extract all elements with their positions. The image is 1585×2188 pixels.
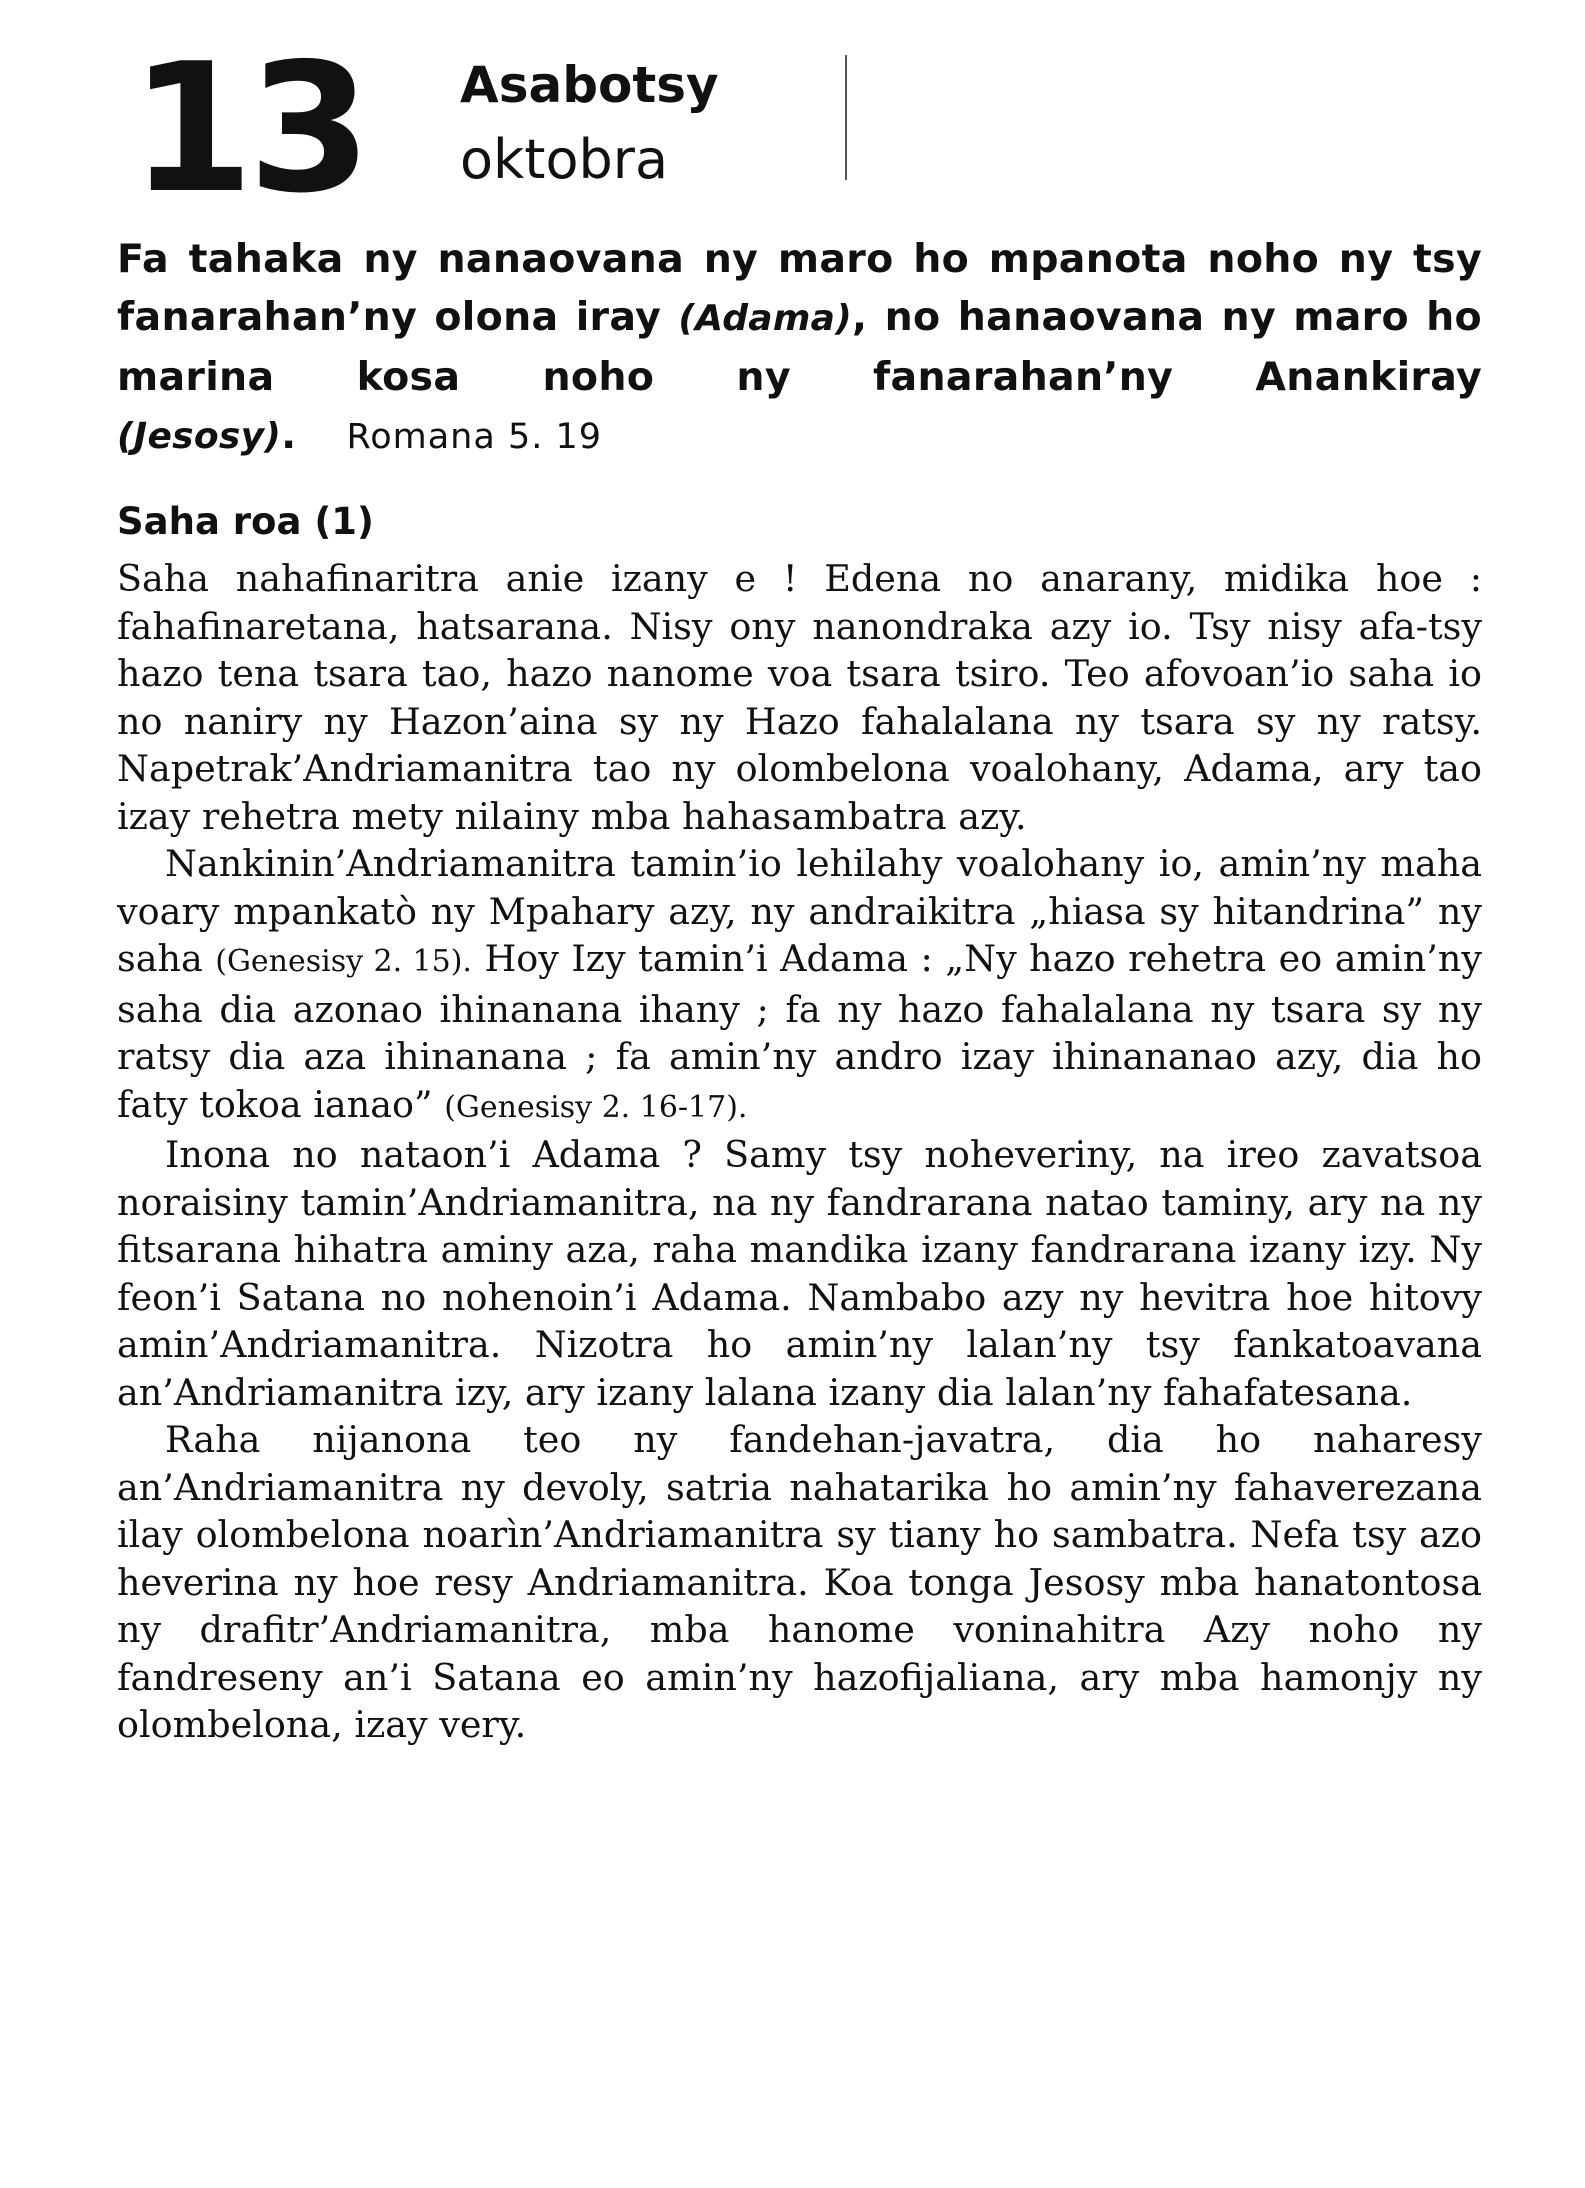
verse-gloss-jesosy: (Jesosy)	[117, 416, 282, 457]
paragraph: Inona no nataon’i Adama ? Samy tsy noheveriny, na ireo zavatsoa noraisiny tamin’Andriamanitra, na ny fandrarana natao taminy, ary na ny fitsarana hihatra aminy aza, raha mandika izany fandrarana izany izy. Ny feon’i Satana no nohenoin’i Adama. Nambabo azy ny hevitra hoe hitovy amin’Andriamanitra. Nizotra ho amin’ny lalan’ny tsy fankatoavana an’Andriamanitra izy, ary izany lalana izany dia lalan’ny fahafatesana.	[117, 1133, 1482, 1414]
verse-text: , no hanaovana ny maro ho marina kosa noho ny fanarahan’ny Anankiray	[117, 294, 1482, 400]
bible-reference: (Genesisy 2. 16-17).	[444, 1089, 748, 1125]
verse-gloss-adama: (Adama)	[678, 298, 853, 339]
verse-text: .	[281, 412, 297, 458]
daily-verse	[117, 230, 1482, 466]
weekday-label: Asabotsy	[460, 56, 719, 114]
section-title: Saha roa (1)	[117, 500, 374, 543]
month-label: oktobra	[460, 128, 669, 191]
body-text	[117, 555, 1482, 1749]
day-number: 13	[130, 25, 366, 232]
header-divider	[845, 55, 847, 180]
paragraph: Raha nijanona teo ny fandehan-javatra, dia ho naharesy an’Andriamanitra ny devoly, satria nahatarika ho amin’ny fahaverezana ilay olombelona noarìn’Andriamanitra sy tiany ho sambatra. Nefa tsy azo heverina ny hoe resy Andriamanitra. Koa tonga Jesosy mba hanatontosa ny drafitr’Andriamanitra, mba hanome voninahitra Azy noho ny fandreseny an’i Satana eo amin’ny hazofijaliana, ary mba hamonjy ny olombelona, izay very.	[117, 1418, 1482, 1746]
paragraph	[117, 840, 1482, 1131]
paragraph: Saha nahafinaritra anie izany e ! Edena no anarany, midika hoe : fahafinaretana, hatsarana. Nisy ony nanondraka azy io. Tsy nisy afa-tsy hazo tena tsara tao, hazo nanome voa tsara tsiro. Teo afovoan’io saha io no naniry ny Hazon’aina sy ny Hazo fahalalana ny tsara sy ny ratsy. Napetrak’Andriamanitra tao ny olombelona voalohany, Adama, ary tao izay rehetra mety nilainy mba hahasambatra azy.	[117, 557, 1482, 838]
bible-reference: (Genesisy 2. 15).	[215, 944, 472, 979]
paragraph-text: Hoy Izy tamin’i Adama : „Ny hazo rehetra eo amin’ny saha dia azonao ihinanana ihany ; fa ny hazo fahalalana ny tsara sy ny ratsy dia aza ihinanana ; fa amin’ny andro izay ihinananao azy, dia ho faty tokoa ianao”	[117, 937, 1482, 1126]
verse-reference: Romana 5. 19	[346, 417, 602, 457]
paragraph-text: Nankinin’Andriamanitra tamin’io lehilahy voalohany io, amin’ny maha voary mpankatò ny Mpahary azy, ny andraikitra „hiasa sy hitandrina” ny saha	[117, 842, 1482, 980]
verse-text: Fa tahaka ny nanaovana ny maro ho mpanota noho ny tsy fanarahan’ny olona iray	[117, 236, 1482, 340]
